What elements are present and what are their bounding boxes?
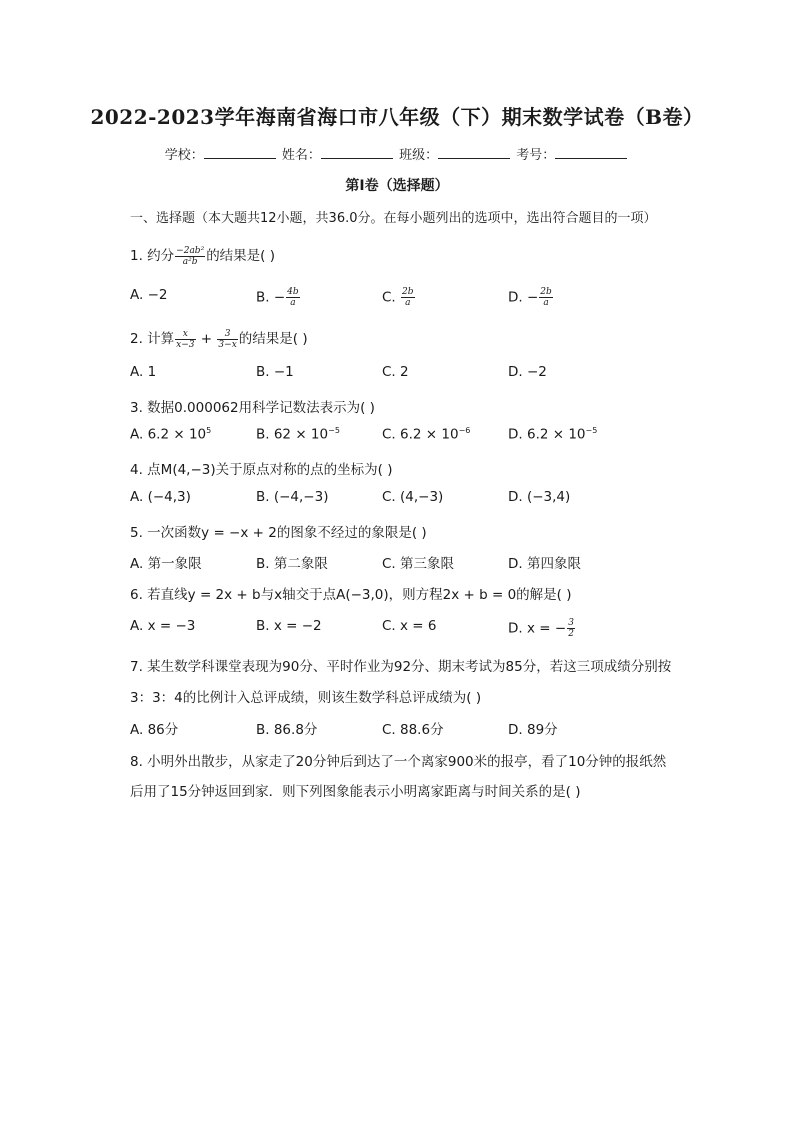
option-d[interactable]: D. 第四象限: [508, 556, 581, 572]
option-b[interactable]: [256, 426, 340, 443]
option-b-base: B. 62 × 10: [256, 426, 329, 443]
option-a-exponent: 5: [206, 426, 212, 435]
option-c-exponent: −6: [458, 426, 471, 435]
option-d[interactable]: D. −2: [508, 364, 547, 380]
option-a[interactable]: A. 第一象限: [130, 556, 202, 572]
option-a[interactable]: A. −2: [130, 287, 168, 303]
fraction-numerator: 3: [217, 329, 237, 340]
option-a[interactable]: A. 1: [130, 364, 157, 380]
question-2-fraction-2: [217, 329, 237, 350]
option-d[interactable]: [508, 426, 597, 443]
fraction-denominator: 3−x: [218, 339, 237, 350]
question-1-fraction: [175, 246, 205, 267]
option-b-exponent: −5: [328, 426, 340, 435]
option-c[interactable]: C. x = 6: [382, 618, 437, 634]
question-1: [130, 244, 275, 267]
option-a[interactable]: A. x = −3: [130, 618, 196, 634]
option-d-prefix: D. −: [508, 289, 539, 306]
option-c[interactable]: [382, 426, 470, 443]
question-7-line-2: 3：3：4的比例计入总评成绩，则该生数学科总评成绩为( ): [130, 690, 482, 706]
option-d-base: D. 6.2 × 10: [508, 426, 586, 443]
part-heading: 第I卷（选择题）: [345, 178, 449, 194]
school-blank[interactable]: [204, 146, 276, 159]
question-8-line-2: 后用了15分钟返回到家．则下列图象能表示小明离家距离与时间关系的是( ): [130, 784, 581, 800]
fraction-numerator: 3: [568, 618, 574, 628]
option-a[interactable]: A. 86分: [130, 722, 179, 738]
question-2-fraction-1: [175, 329, 195, 350]
fraction-numerator: 2b: [540, 287, 552, 297]
question-4: 4. 点M(4,−3)关于原点对称的点的坐标为( ): [130, 462, 393, 478]
option-c[interactable]: C. (4,−3): [382, 489, 444, 505]
option-d[interactable]: [508, 618, 576, 639]
section-heading: 一、选择题（本大题共12小题，共36.0分。在每小题列出的选项中，选出符合题目的一项）: [130, 211, 657, 226]
page-title: 2022-2023学年海南省海口市八年级（下）期末数学试卷（B卷）: [90, 105, 704, 129]
fraction-numerator: −2ab²: [176, 245, 205, 256]
fraction-denominator: a: [543, 298, 549, 308]
fraction-denominator: 2: [568, 629, 574, 639]
question-8-line-1: 8. 小明外出散步，从家走了20分钟后到达了一个离家900米的报亭，看了10分钟的报纸然: [130, 754, 667, 770]
exam-number-label: 考号：: [516, 148, 556, 163]
question-2-tail: 的结果是( ): [238, 331, 308, 347]
fraction-denominator: x−3: [176, 339, 195, 350]
class-blank[interactable]: [438, 146, 510, 159]
question-1-tail: 的结果是( ): [206, 248, 276, 264]
option-b[interactable]: B. −1: [256, 364, 294, 380]
option-c[interactable]: [382, 287, 416, 308]
plus-sign: +: [196, 331, 217, 347]
option-c[interactable]: C. 88.6分: [382, 722, 444, 738]
option-b[interactable]: B. 86.8分: [256, 722, 318, 738]
option-c[interactable]: C. 2: [382, 364, 409, 380]
option-d[interactable]: D. (−3,4): [508, 489, 571, 505]
option-b-prefix: B. −: [256, 289, 286, 306]
option-b[interactable]: B. x = −2: [256, 618, 322, 634]
option-d-fraction: [567, 618, 575, 639]
question-5: 5. 一次函数y = −x + 2的图象不经过的象限是( ): [130, 525, 427, 541]
fraction-numerator: 4b: [287, 287, 299, 297]
option-d-exponent: −5: [585, 426, 598, 435]
option-a[interactable]: [130, 426, 211, 443]
question-2: [130, 327, 308, 350]
option-c-fraction: [401, 287, 415, 308]
option-b[interactable]: [256, 287, 301, 308]
question-7-line-1: 7. 某生数学科课堂表现为90分、平时作业为92分、期末考试为85分，若这三项成绩分别按: [130, 659, 672, 675]
option-b[interactable]: B. 第二象限: [256, 556, 328, 572]
option-c[interactable]: C. 第三象限: [382, 556, 455, 572]
class-label: 班级：: [399, 148, 439, 163]
fraction-numerator: x: [175, 329, 195, 340]
option-d-prefix: D. x = −: [508, 620, 567, 637]
school-label: 学校：: [164, 148, 204, 163]
option-d[interactable]: D. 89分: [508, 722, 558, 738]
fraction-numerator: 2b: [402, 287, 414, 297]
option-c-prefix: C.: [382, 289, 401, 306]
option-b[interactable]: B. (−4,−3): [256, 489, 329, 505]
question-1-text: 1. 约分: [130, 248, 175, 264]
fraction-denominator: a²b: [182, 256, 198, 267]
option-a[interactable]: A. (−4,3): [130, 489, 191, 505]
question-2-text: 2. 计算: [130, 331, 175, 347]
option-c-base: C. 6.2 × 10: [382, 426, 459, 443]
question-6: 6. 若直线y = 2x + b与x轴交于点A(−3,0)，则方程2x + b = 0的解是( ): [130, 587, 572, 603]
option-d-fraction: [539, 287, 553, 308]
option-d[interactable]: [508, 287, 554, 308]
option-a-base: A. 6.2 × 10: [130, 426, 207, 443]
exam-number-blank[interactable]: [555, 146, 627, 159]
fraction-denominator: a: [290, 298, 296, 308]
name-blank[interactable]: [321, 146, 393, 159]
question-3: 3. 数据0.000062用科学记数法表示为( ): [130, 400, 375, 416]
name-label: 姓名：: [281, 148, 321, 163]
fraction-denominator: a: [405, 298, 411, 308]
option-b-fraction: [286, 287, 300, 308]
student-info-line: [0, 144, 794, 163]
